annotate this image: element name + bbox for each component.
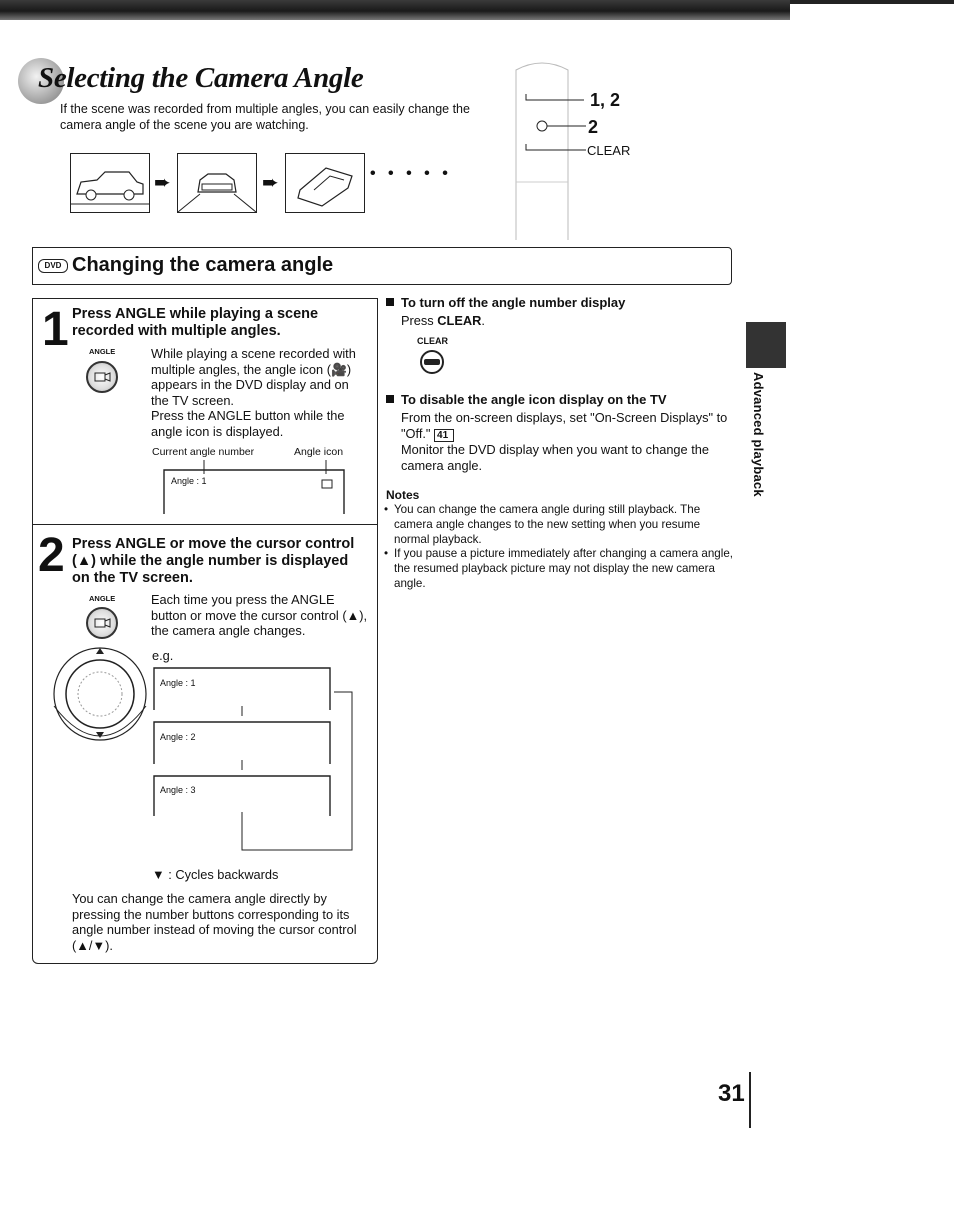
disable-heading: To disable the angle icon display on the TV (401, 392, 667, 407)
step-1-text-1: While playing a scene recorded with multiple angles, the angle icon (🎥) appears in the DVD display and on the TV screen. (151, 346, 356, 408)
callout-steps-1-2: 1, 2 (590, 90, 621, 110)
car-overhead-view-icon (286, 154, 364, 212)
disable-text-2: Monitor the DVD display when you want to change the camera angle. (401, 442, 710, 473)
turnoff-heading: To turn off the angle number display (401, 295, 626, 310)
top-decorative-bar (0, 0, 790, 20)
example-screen-3: Angle : 3 (160, 785, 196, 795)
chapter-tab-marker (746, 322, 786, 368)
bullet-square-2 (386, 395, 394, 403)
note-bullet-icon: • (384, 503, 389, 516)
page-reference-badge: 41 (434, 429, 454, 442)
step-2-heading: Press ANGLE or move the cursor control (▲) while the angle number is displayed on the TV screen. (72, 536, 355, 586)
step-1-screen-text: Angle : 1 (171, 476, 207, 486)
bullet-square (386, 298, 394, 306)
example-label: e.g. (152, 648, 174, 663)
camera-icon (88, 363, 116, 391)
page-title: Selecting the Camera Angle (38, 62, 364, 94)
cursor-control-dial (52, 646, 152, 746)
note-item (384, 503, 734, 547)
turnoff-text (401, 313, 485, 329)
note-item (384, 547, 734, 591)
notes-heading: Notes (386, 488, 420, 502)
angle-button-label-2: ANGLE (89, 594, 116, 603)
notes-list (384, 503, 734, 592)
angle-indicator-icon (322, 480, 332, 488)
turnoff-text-post: . (481, 313, 485, 328)
angle-button-icon-2 (86, 607, 118, 639)
top-decorative-rule (790, 0, 954, 4)
sequence-continuation: • • • • • (370, 165, 452, 182)
sequence-arrow-2: ➨ (262, 172, 279, 194)
angle-button-label: ANGLE (89, 347, 116, 356)
angle-cycle-diagram (150, 666, 360, 866)
car-front-view-icon (178, 154, 256, 212)
step-2-number: 2 (38, 529, 65, 582)
example-screen-2: Angle : 2 (160, 732, 196, 742)
cycles-backwards-note: ▼ : Cycles backwards (152, 867, 279, 882)
down-arrow-icon (96, 732, 104, 738)
callout-step-2: 2 (588, 117, 599, 137)
dvd-badge: DVD (38, 259, 68, 273)
note-text-2: If you pause a picture immediately after changing a camera angle, the resumed playback picture may not display the new camera angle. (394, 547, 733, 590)
intro-text: If the scene was recorded from multiple angles, you can easily change the camera angle of the scene you are watching. (60, 102, 470, 132)
camera-icon (88, 609, 116, 637)
section-title: Changing the camera angle (72, 254, 334, 276)
step-1-text-2: Press the ANGLE button while the angle icon is displayed. (151, 408, 345, 439)
step-1-heading: Press ANGLE while playing a scene recorded with multiple angles. (72, 306, 319, 339)
label-current-angle-number: Current angle number (152, 446, 255, 458)
step-2-text-1: Each time you press the ANGLE button or move the cursor control (▲), the camera angle changes. (151, 592, 368, 638)
clear-button-icon (419, 349, 447, 377)
clear-button-label: CLEAR (417, 336, 448, 346)
up-arrow-icon (96, 648, 104, 654)
angle-button-icon (86, 361, 118, 393)
turnoff-text-bold: CLEAR (437, 313, 482, 328)
angle-illustration-1 (70, 153, 150, 213)
step-1-number: 1 (42, 303, 69, 356)
turnoff-text-pre: Press (401, 313, 438, 328)
example-screen-1: Angle : 1 (160, 678, 196, 688)
angle-illustration-2 (177, 153, 257, 213)
note-text-1: You can change the camera angle during still playback. The camera angle changes to the new setting when you resume normal playback. (394, 503, 701, 546)
disable-text (401, 410, 731, 442)
callout-clear: CLEAR (587, 143, 631, 158)
angle-illustration-3 (285, 153, 365, 213)
page-number-rule (749, 1072, 751, 1128)
page-number: 31 (718, 1080, 745, 1107)
step-2-footer-text: You can change the camera angle directly by pressing the number buttons corresponding to its angle number instead of moving the cursor control (▲/▼). (72, 891, 357, 953)
disable-text-1: From the on-screen displays, set "On-Screen Displays" to "Off." (401, 410, 728, 441)
step-1-tv-screen (160, 458, 350, 518)
sequence-arrow-1: ➨ (154, 172, 171, 194)
car-side-view-icon (71, 154, 149, 212)
note-bullet-icon: • (384, 547, 389, 561)
label-angle-icon: Angle icon (294, 446, 344, 458)
chapter-tab-label: Advanced playback (751, 372, 766, 497)
